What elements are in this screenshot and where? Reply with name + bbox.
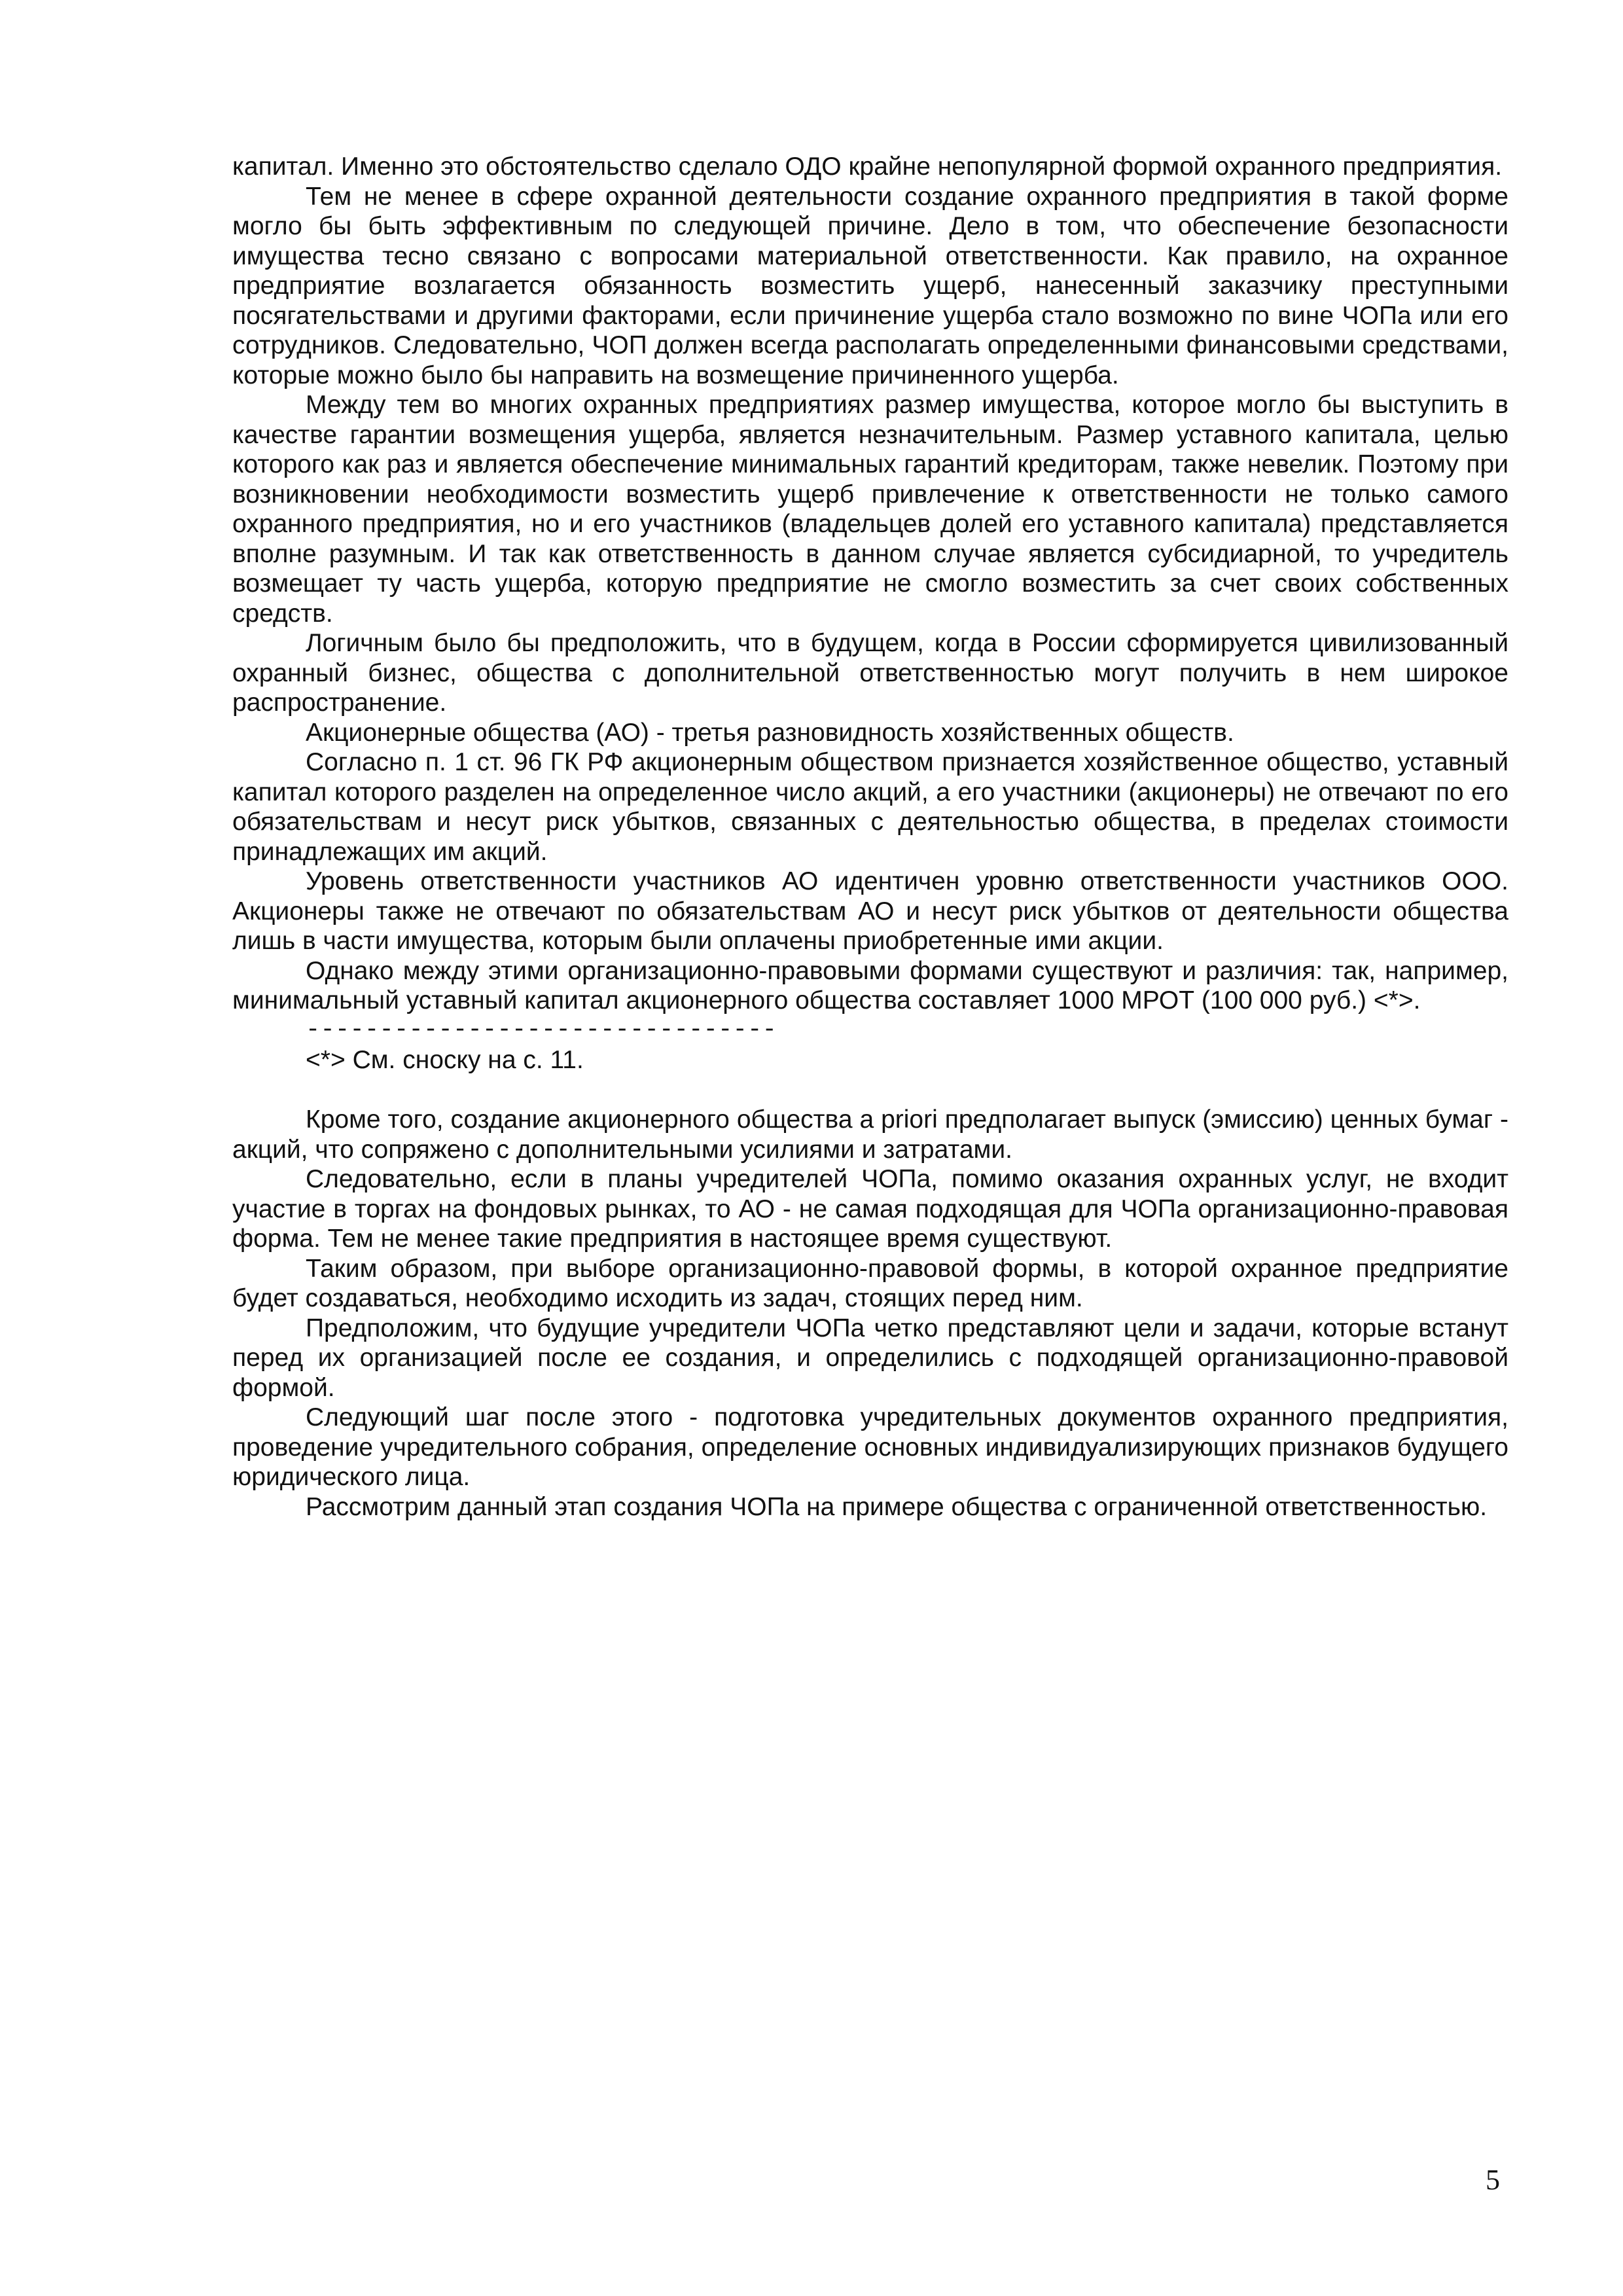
paragraph: Однако между этими организационно-правовыми формами существуют и различия: так, например, минимальный уставный капитал акционерного общества составляет 1000 МРОТ (100 000 руб.) <*>. <box>232 956 1508 1014</box>
spacer <box>232 1075 1508 1105</box>
paragraph: Кроме того, создание акционерного общества a priori предполагает выпуск (эмиссию) ценных бумаг - акций, что сопряжено с дополнительными усилиями и затратами. <box>232 1105 1508 1164</box>
footnote-text: <*> См. сноску на с. 11. <box>306 1046 584 1074</box>
paragraph: Предположим, что будущие учредители ЧОПа четко представляют цели и задачи, которые встанут перед их организацией после ее создания, и определились с подходящей организационно-правовой формой. <box>232 1314 1508 1402</box>
paragraph: капитал. Именно это обстоятельство сделало ОДО крайне непопулярной формой охранного предприятия. <box>232 152 1503 181</box>
footnote-separator: -------------------------------- <box>306 1016 777 1044</box>
page-body <box>232 152 1508 1522</box>
paragraph: Таким образом, при выборе организационно-правовой формы, в которой охранное предприятие будет создаваться, необходимо исходить из задач, стоящих перед ним. <box>232 1254 1508 1312</box>
paragraph: Согласно п. 1 ст. 96 ГК РФ акционерным обществом признается хозяйственное общество, уставный капитал которого разделен на определенное число акций, а его участники (акционеры) не отвечают по его обязательствам и несут риск убытков, связанных с деятельностью общества, в пределах стоимости принадлежащих им акций. <box>232 748 1508 866</box>
paragraph: Между тем во многих охранных предприятиях размер имущества, которое могло бы выступить в качестве гарантии возмещения ущерба, является незначительным. Размер уставного капитала, целью которого как раз и является обеспечение минимальных гарантий кредиторам, также невелик. Поэтому при возникновении необходимости возместить ущерб привлечение к ответственности не только самого охранного предприятия, но и его участников (владельцев долей его уставного капитала) представляется вполне разумным. И так как ответственность в данном случае является субсидиарной, то учредитель возмещает ту часть ущерба, которую предприятие не смогло возместить за счет своих собственных средств. <box>232 391 1508 628</box>
paragraph: Тем не менее в сфере охранной деятельности создание охранного предприятия в такой форме могло бы быть эффективным по следующей причине. Дело в том, что обеспечение безопасности имущества тесно связано с вопросами материальной ответственности. Как правило, на охранное предприятие возлагается обязанность возместить ущерб, нанесенный заказчику преступными посягательствами и другими факторами, если причинение ущерба стало возможно по вине ЧОПа или его сотрудников. Следовательно, ЧОП должен всегда располагать определенными финансовыми средствами, которые можно было бы направить на возмещение причиненного ущерба. <box>232 182 1508 389</box>
paragraph: Акционерные общества (АО) - третья разновидность хозяйственных обществ. <box>306 718 1234 747</box>
paragraph: Логичным было бы предположить, что в будущем, когда в России сформируется цивилизованный охранный бизнес, общества с дополнительной ответственностью могут получить в нем широкое распространение. <box>232 629 1508 717</box>
paragraph: Следующий шаг после этого - подготовка учредительных документов охранного предприятия, проведение учредительного собрания, определение основных индивидуализирующих признаков будущего юридического лица. <box>232 1403 1508 1491</box>
paragraph: Следовательно, если в планы учредителей ЧОПа, помимо оказания охранных услуг, не входит участие в торгах на фондовых рынках, то АО - не самая подходящая для ЧОПа организационно-правовая форма. Тем не менее такие предприятия в настоящее время существуют. <box>232 1165 1508 1253</box>
paragraph: Рассмотрим данный этап создания ЧОПа на примере общества с ограниченной ответственностью. <box>306 1492 1488 1521</box>
paragraph: Уровень ответственности участников АО идентичен уровню ответственности участников ООО. Акционеры также не отвечают по обязательствам АО и несут риск убытков от деятельности общества лишь в части имущества, которым были оплачены приобретенные ими акции. <box>232 867 1508 955</box>
page-number: 5 <box>1486 2164 1500 2196</box>
